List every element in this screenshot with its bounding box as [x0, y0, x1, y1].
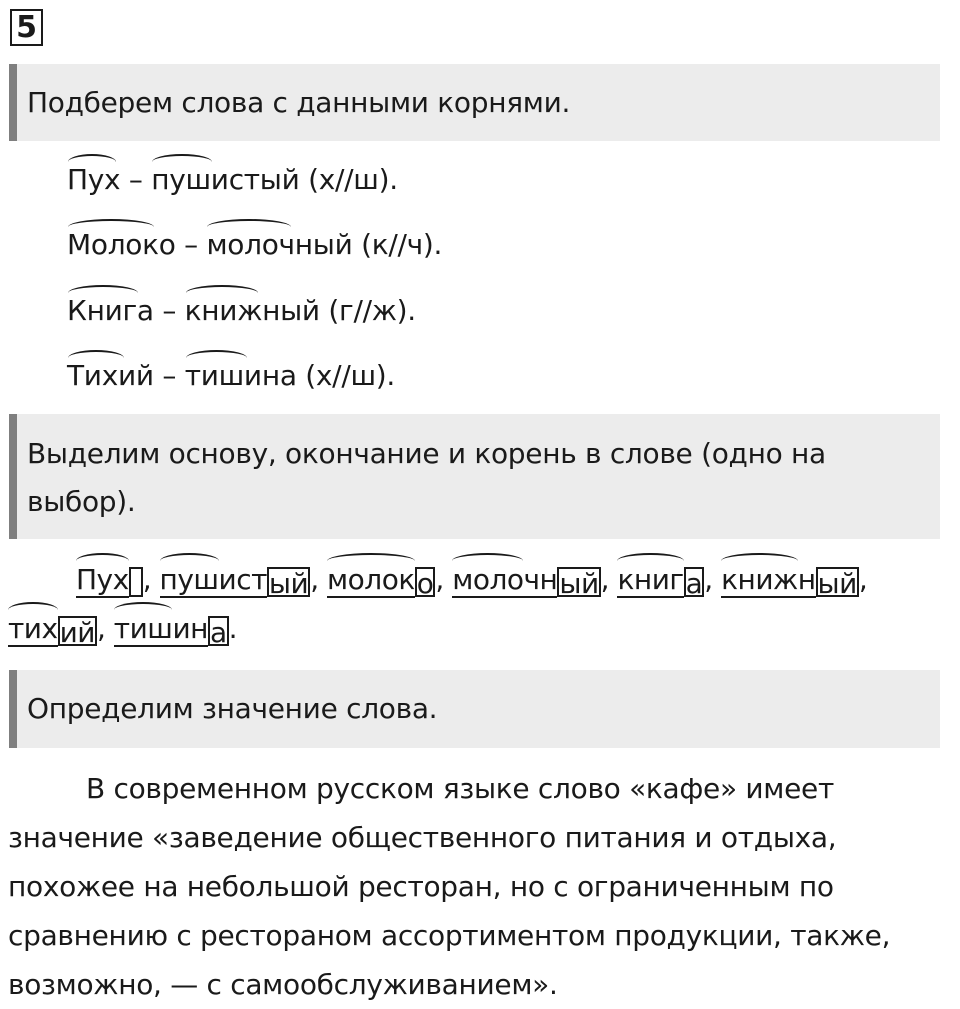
- dash: –: [175, 228, 207, 261]
- definition-line: сравнению с рестораном ассортиментом продукции, также,: [8, 919, 891, 952]
- parsed-word: молочный: [452, 563, 599, 600]
- definition-line: возможно, — с самообслуживанием».: [8, 968, 558, 1001]
- dash: –: [153, 294, 185, 327]
- pair-note: (х//ш).: [296, 359, 395, 392]
- definition-paragraph: [8, 764, 938, 1009]
- word-pair: [67, 294, 416, 327]
- section-heading-select-parts: Выделим основу, окончание и корень в слове (одно на выбор).: [9, 414, 940, 539]
- word-root-arc: Тихий: [67, 359, 154, 392]
- ending-box: ый: [268, 567, 309, 600]
- ending-box: а: [685, 567, 703, 600]
- ending-box: ый: [817, 567, 857, 600]
- ending-box: а: [209, 616, 227, 649]
- word-root-arc: Молоко: [67, 228, 176, 261]
- pair-note: (г//ж).: [319, 294, 416, 327]
- word-root-arc: пушистый: [151, 163, 300, 196]
- parsed-word: пушистый: [159, 563, 309, 600]
- dash: –: [120, 163, 152, 196]
- word-root-arc: тишина: [184, 359, 297, 392]
- word-root-arc: Пух: [67, 163, 121, 196]
- word-root-arc: молочный: [206, 228, 353, 261]
- pair-note: (х//ш).: [299, 163, 398, 196]
- section-heading-pick-roots: Подберем слова с данными корнями.: [9, 64, 940, 141]
- parsed-line-1: Пух , пушистый, молоко, молочный, книга, книжный,: [76, 563, 868, 600]
- dash: –: [153, 359, 185, 392]
- parsed-word: тихий: [8, 612, 95, 649]
- ending-box: о: [416, 567, 434, 600]
- word-root-arc: книжный: [184, 294, 320, 327]
- parsed-word: книжный: [721, 563, 857, 600]
- definition-line: похожее на небольшой ресторан, но с ограниченным по: [8, 870, 834, 903]
- parsed-line-2: тихий, тишина.: [8, 612, 238, 649]
- task-number: 5: [10, 9, 43, 46]
- ending-box: ий: [59, 616, 95, 649]
- word-root-arc: Книга: [67, 294, 154, 327]
- parsed-word: тишина: [113, 612, 227, 649]
- word-pair: [67, 163, 398, 196]
- parsed-word: книга: [617, 563, 703, 600]
- section-heading-define-meaning: Определим значение слова.: [9, 670, 940, 748]
- parsed-word: молоко: [327, 563, 434, 600]
- ending-box: [129, 567, 143, 597]
- ending-box: ый: [559, 567, 599, 600]
- definition-line: В современном русском языке слово «кафе» имеет: [86, 772, 834, 805]
- parsed-word: Пух: [76, 563, 143, 597]
- word-pair: [67, 359, 395, 392]
- definition-line: значение «заведение общественного питания и отдыха,: [8, 821, 837, 854]
- pair-note: (к//ч).: [352, 228, 443, 261]
- word-pair: [67, 228, 442, 261]
